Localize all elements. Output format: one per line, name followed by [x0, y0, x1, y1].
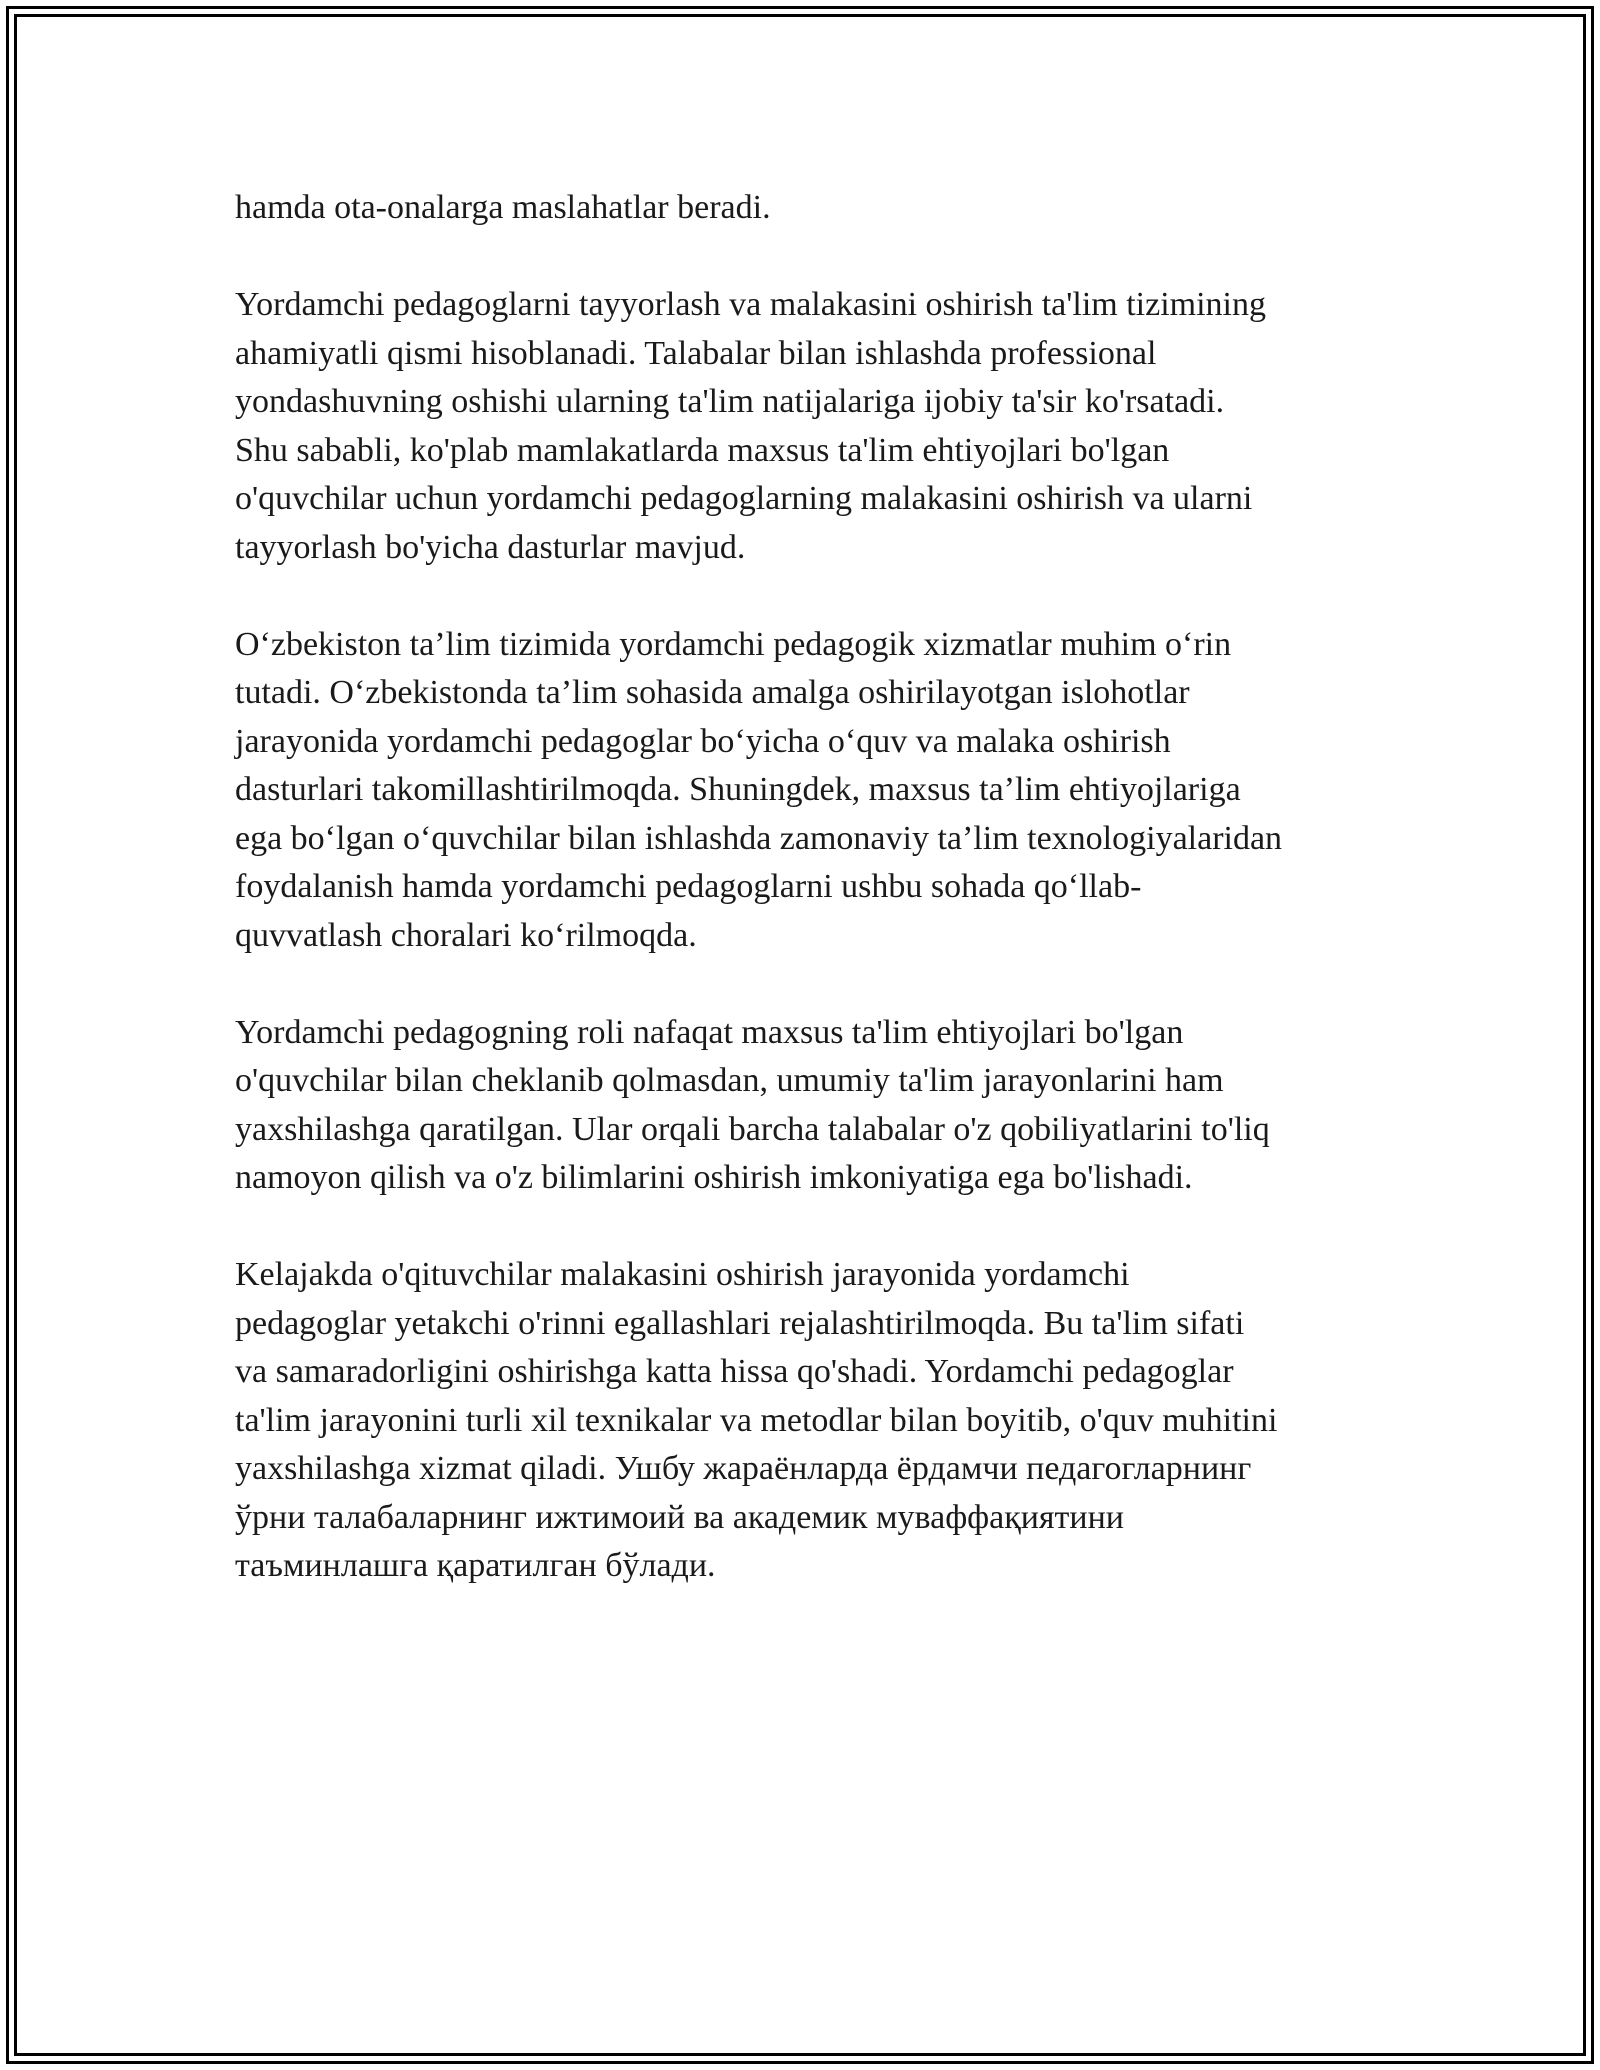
text-line: Kelajakda o'qituvchilar malakasini oshirish jarayonida yordamchi	[235, 1256, 1130, 1293]
text-line: foydalanish hamda yordamchi pedagoglarni ushbu sohada qo‘llab-	[235, 868, 1142, 905]
text-line: tutadi. O‘zbekistonda ta’lim sohasida amalga oshirilayotgan islohotlar	[235, 674, 1190, 711]
document-body	[235, 184, 1380, 1639]
text-line: jarayonida yordamchi pedagoglar bo‘yicha o‘quv va malaka oshirish	[235, 722, 1171, 760]
text-line: pedagoglar yetakchi o'rinni egallashlari rejalashtirilmoqda. Bu ta'lim sifati	[235, 1304, 1245, 1342]
text-line: tayyorlash bo'yicha dasturlar mavjud.	[235, 528, 746, 566]
text-line: hamda ota-onalarga maslahatlar beradi.	[235, 189, 771, 226]
text-line: ta'lim jarayonini turli xil texnikalar va metodlar bilan boyitib, o'quv muhitini	[235, 1401, 1278, 1439]
paragraph	[235, 281, 1380, 572]
text-line: quvvatlash choralari ko‘rilmoqda.	[235, 916, 697, 954]
text-line: o'quvchilar bilan cheklanib qolmasdan, umumiy ta'lim jarayonlarini ham	[235, 1062, 1224, 1099]
text-line: yaxshilashga qaratilgan. Ular orqali barcha talabalar o'z qobiliyatlarini to'liq	[235, 1110, 1270, 1148]
text-line: va samaradorligini oshirishga katta hissa qo'shadi. Yordamchi pedagoglar	[235, 1353, 1234, 1390]
paragraph	[235, 1009, 1380, 1203]
paragraph	[235, 1251, 1380, 1591]
text-line: yondashuvning oshishi ularning ta'lim natijalariga ijobiy ta'sir ko'rsatadi.	[235, 383, 1225, 420]
paragraph	[235, 184, 1380, 233]
text-line: ega bo‘lgan o‘quvchilar bilan ishlashda zamonaviy ta’lim texnologiyalaridan	[235, 819, 1283, 857]
text-line: таъминлашга қаратилган бўлади.	[235, 1547, 716, 1584]
text-line: Yordamchi pedagoglarni tayyorlash va malakasini oshirish ta'lim tizimining	[235, 286, 1266, 323]
text-line: o'quvchilar uchun yordamchi pedagoglarning malakasini oshirish va ularni	[235, 480, 1253, 517]
text-line: O‘zbekiston ta’lim tizimida yordamchi pedagogik xizmatlar muhim o‘rin	[235, 625, 1232, 663]
text-line: ўрни талабаларнинг ижтимоий ва академик муваффақиятини	[235, 1498, 1124, 1536]
text-line: Shu sababli, ko'plab mamlakatlarda maxsus ta'lim ehtiyojlari bo'lgan	[235, 431, 1170, 469]
paragraph	[235, 621, 1380, 961]
text-line: dasturlari takomillashtirilmoqda. Shuningdek, maxsus ta’lim ehtiyojlariga	[235, 771, 1241, 808]
text-line: yaxshilashga xizmat qiladi. Ушбу жараёнларда ёрдамчи педагогларнинг	[235, 1450, 1252, 1487]
text-line: Yordamchi pedagogning roli nafaqat maxsus ta'lim ehtiyojlari bo'lgan	[235, 1013, 1184, 1051]
text-line: ahamiyatli qismi hisoblanadi. Talabalar bilan ishlashda professional	[235, 334, 1157, 372]
text-line: namoyon qilish va o'z bilimlarini oshirish imkoniyatiga ega bo'lishadi.	[235, 1159, 1193, 1196]
